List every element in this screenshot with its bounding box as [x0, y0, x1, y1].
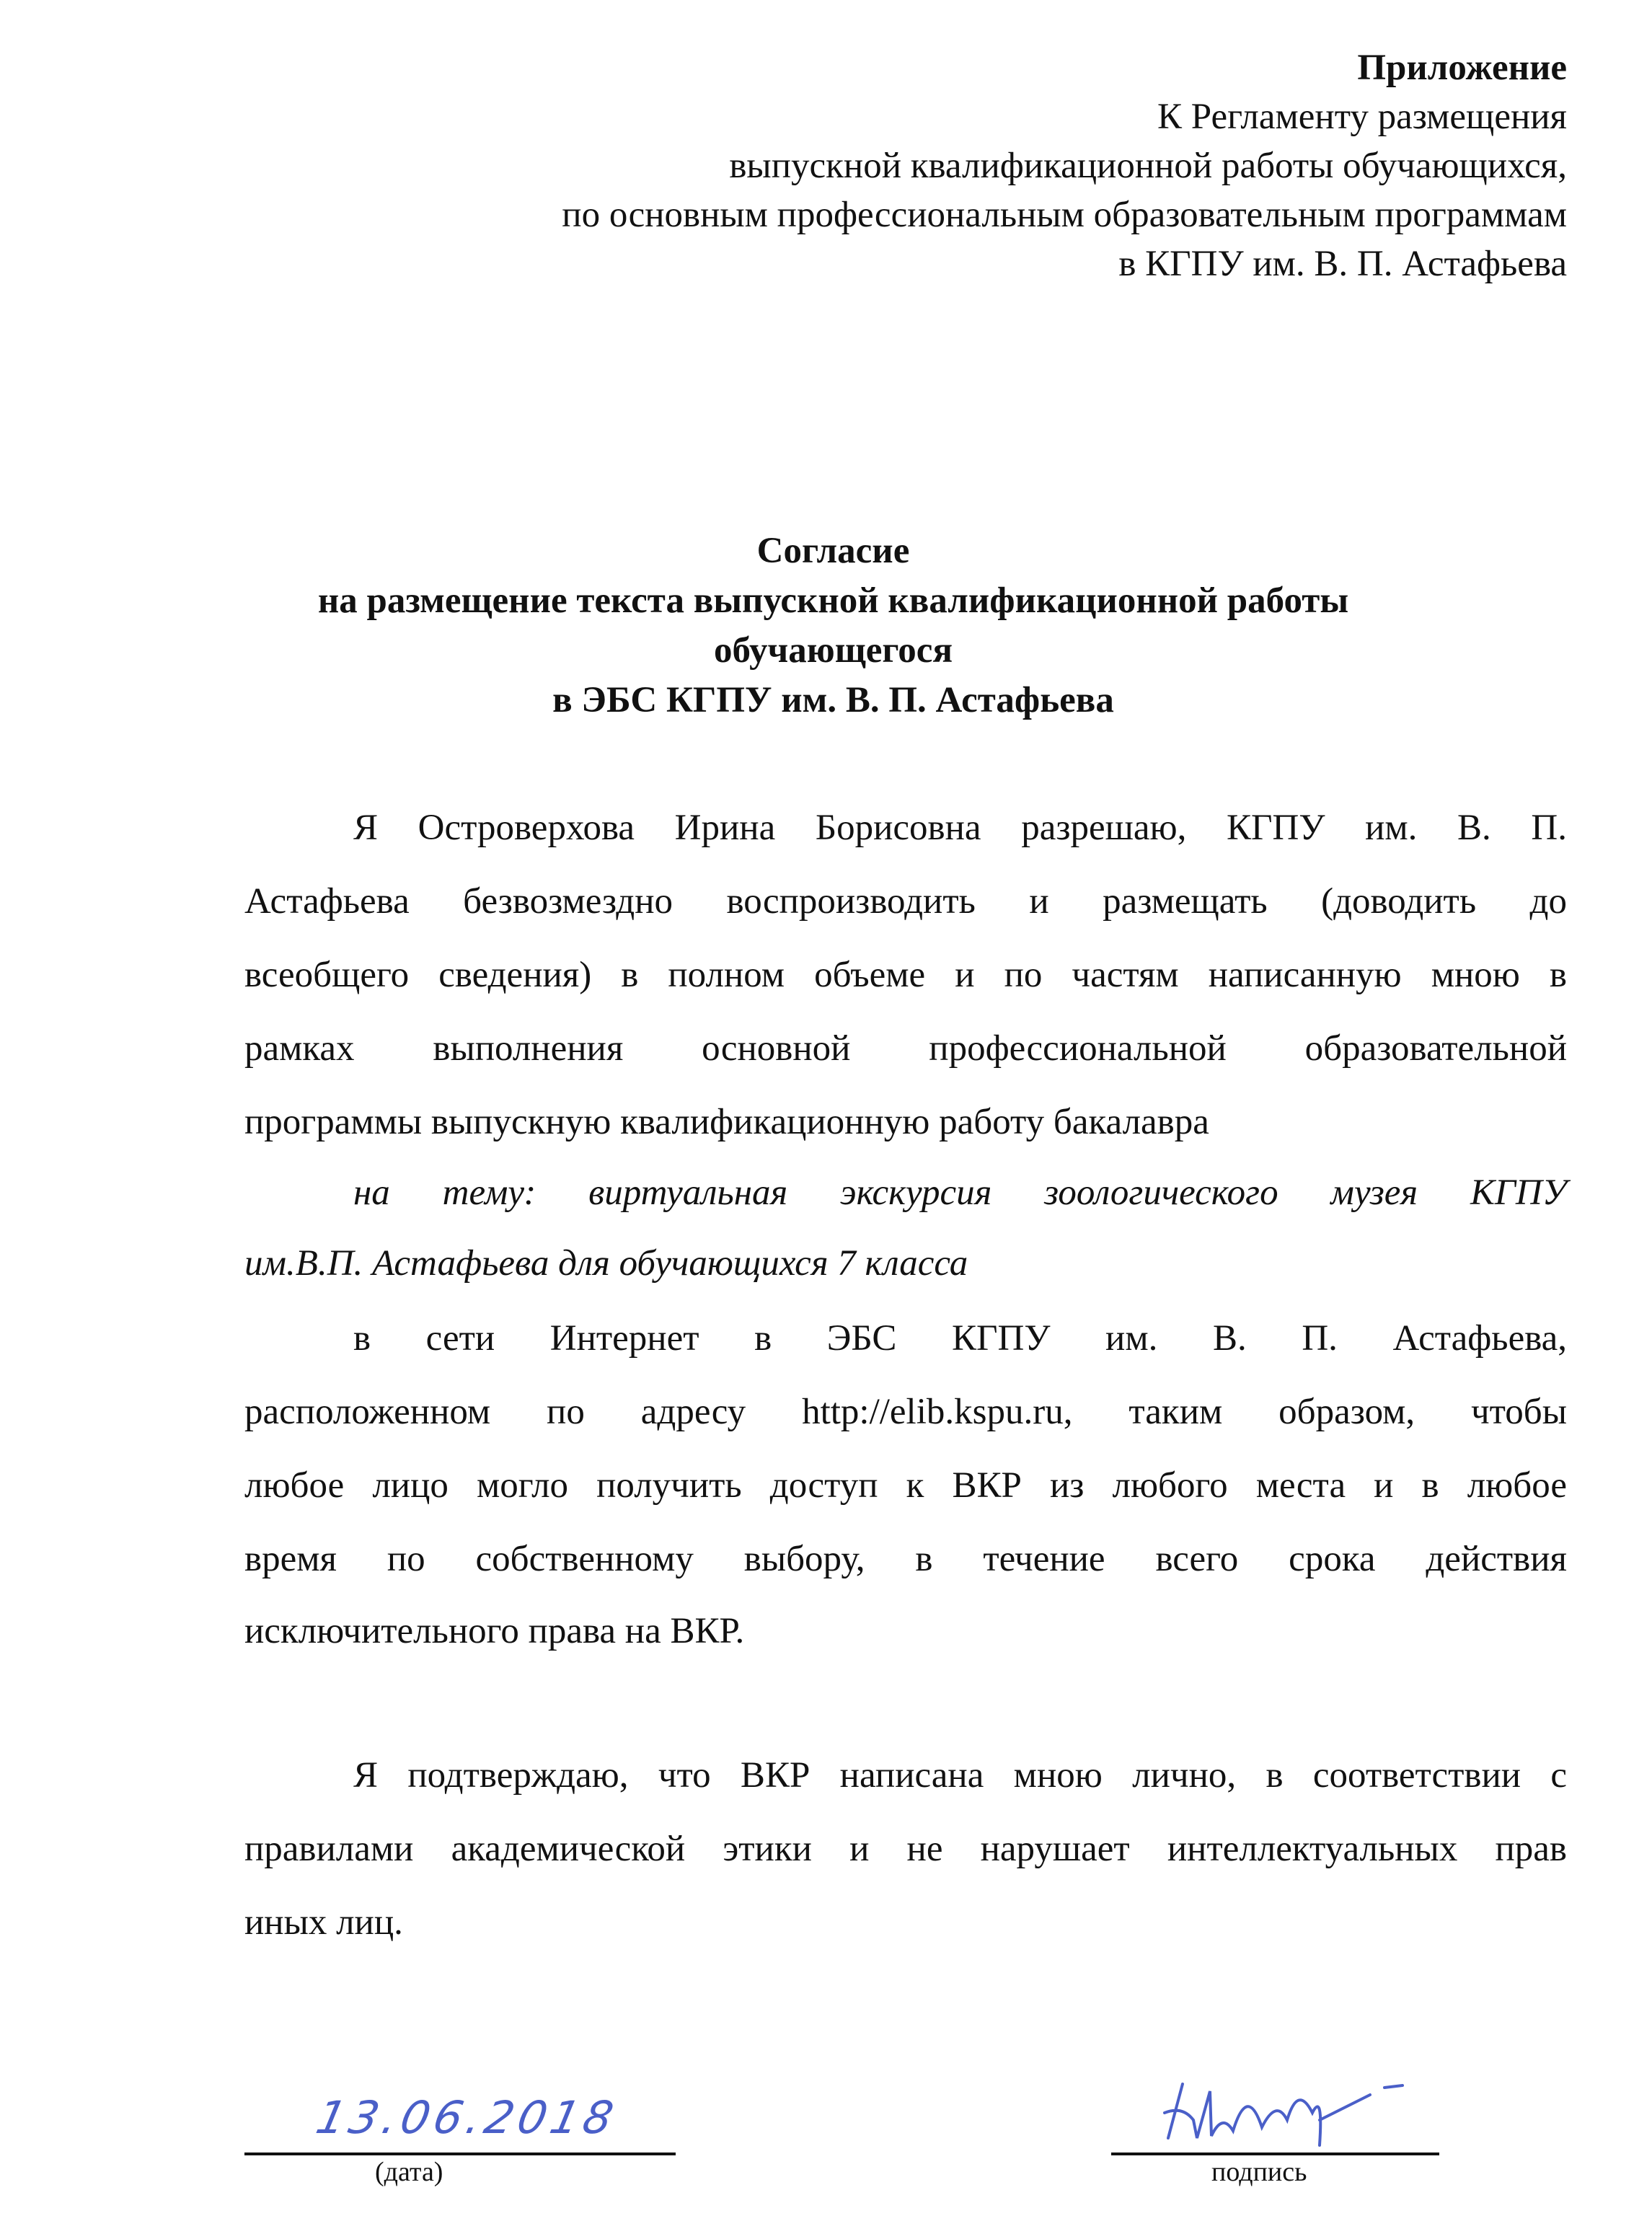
- date-label: (дата): [375, 2157, 443, 2187]
- body-line: рамках выполнения основной профессиональной образовательной: [244, 1028, 1567, 1069]
- body-line: Астафьева безвозмездно воспроизводить и размещать (доводить до: [244, 881, 1567, 922]
- signature-icon: [1154, 2070, 1428, 2149]
- date-underline: [244, 2152, 676, 2155]
- body-line: Я подтверждаю, что ВКР написана мною лично, в соответствии с: [353, 1755, 1567, 1796]
- title-line: Согласие: [756, 531, 910, 571]
- thesis-topic-line: на тему: виртуальная экскурсия зоологического музея КГПУ: [353, 1173, 1567, 1213]
- signature-label: подпись: [1211, 2157, 1307, 2187]
- body-line: иных лиц.: [244, 1902, 403, 1943]
- body-line: программы выпускную квалификационную работу бакалавра: [244, 1102, 1209, 1142]
- title-line: обучающегося: [713, 630, 953, 671]
- body-line: исключительного права на ВКР.: [244, 1611, 745, 1651]
- title-line: в ЭБС КГПУ им. В. П. Астафьева: [552, 680, 1114, 720]
- body-line: Я Островерхова Ирина Борисовна разрешаю, КГПУ им. В. П.: [353, 808, 1567, 848]
- header-line: в КГПУ им. В. П. Астафьева: [1118, 244, 1567, 284]
- title-line: на размещение текста выпускной квалификационной работы: [317, 580, 1349, 621]
- header-line: по основным профессиональным образовательным программам: [562, 195, 1567, 235]
- handwritten-date: 13.06.2018: [312, 2091, 622, 2144]
- body-line: расположенном по адресу http://elib.kspu.ru, таким образом, чтобы: [244, 1392, 1567, 1432]
- body-line: время по собственному выбору, в течение всего срока действия: [244, 1539, 1567, 1579]
- body-line: любое лицо могло получить доступ к ВКР из любого места и в любое: [244, 1465, 1567, 1506]
- thesis-topic-line: им.В.П. Астафьева для обучающихся 7 класса: [244, 1243, 968, 1284]
- header-line: выпускной квалификационной работы обучающихся,: [729, 146, 1567, 186]
- appendix-heading: Приложение: [1357, 48, 1567, 88]
- body-line: в сети Интернет в ЭБС КГПУ им. В. П. Астафьева,: [353, 1318, 1567, 1359]
- header-line: К Регламенту размещения: [1157, 97, 1567, 137]
- body-line: всеобщего сведения) в полном объеме и по частям написанную мною в: [244, 955, 1567, 995]
- signature-underline: [1111, 2152, 1439, 2155]
- body-line: правилами академической этики и не нарушает интеллектуальных прав: [244, 1829, 1567, 1869]
- document-title: [0, 526, 1652, 725]
